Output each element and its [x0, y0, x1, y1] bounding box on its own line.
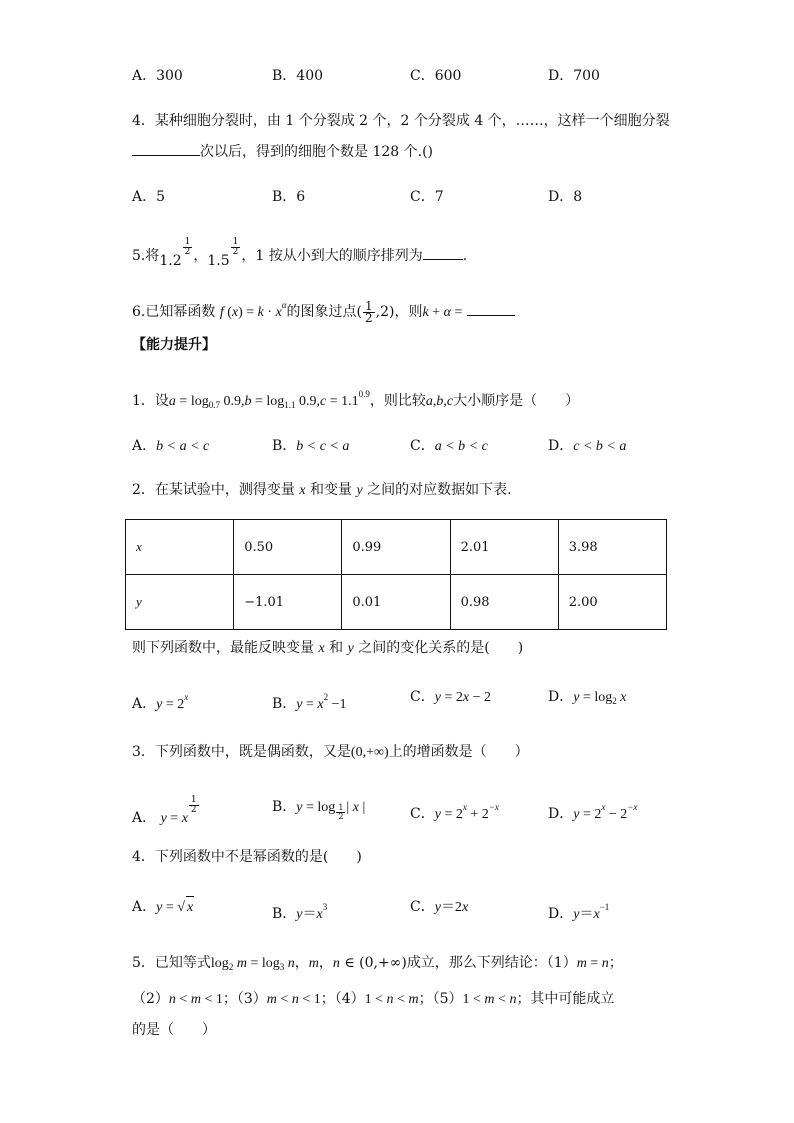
p1-text: 1．设$a = \log_{0.7} 0.9,b = \log_{1.1} 0.9,c = 1.1^{0.9}$，则比较a,b,c大小顺序是（ ） — [132, 389, 580, 410]
table-cell: 3.98 — [558, 520, 666, 575]
p2-question: 则下列函数中，最能反映变量 x 和 y 之间的变化关系的是( ) — [132, 640, 524, 656]
fraction-half: $\frac{1}{2}$ — [364, 298, 373, 325]
p2-intro: 2．在某试验中，测得变量 x 和变量 y 之间的对应数据如下表. — [132, 482, 512, 498]
p3-option-b[interactable]: B．y = log $\frac{1}{2}$ | x | — [272, 799, 366, 821]
p4-text: 4．下列函数中不是幂函数的是( ) — [132, 849, 362, 865]
p4-option-c[interactable]: C．y＝2x — [410, 899, 469, 915]
q4-text-line2 — [132, 141, 433, 162]
q4-option-b[interactable]: B．6 — [272, 189, 306, 205]
data-table — [125, 519, 667, 630]
p5-line2: （2）n < m < 1；（3）m < n < 1；（4）1 < n < m；（5）1 < m < n；其中可能成立 — [132, 991, 615, 1007]
p3-option-d[interactable]: D．$y = 2^x - 2^{-x}$ — [548, 802, 638, 822]
q3-option-b[interactable]: B．400 — [272, 68, 324, 84]
p4-options — [132, 896, 692, 922]
p1-option-d[interactable]: D．c < b < a — [548, 438, 627, 454]
p2-option-c[interactable]: C．y = 2x − 2 — [410, 689, 491, 705]
table-cell: 0.98 — [450, 575, 558, 630]
p1-formula: $a = \log_{0.7} 0.9,b = \log_{1.1} 0.9,c = 1.1^{0.9}$ — [168, 389, 370, 410]
q3-options — [132, 65, 692, 87]
p4-option-a[interactable]: A．y = √ x — [132, 896, 194, 919]
answer-blank[interactable] — [467, 301, 515, 316]
q4-text2: 次以后，得到的细胞个数是 128 个.() — [200, 144, 433, 160]
p3-option-c[interactable]: C．$y = 2^x + 2^{-x}$ — [410, 802, 499, 822]
q3-option-c[interactable]: C．600 — [410, 68, 462, 84]
q3-option-a[interactable]: A．300 — [132, 68, 183, 84]
p4-option-b[interactable]: B．$y=x^3$ — [272, 902, 328, 922]
q4-option-d[interactable]: D．8 — [548, 189, 583, 205]
p1-suffix: ，则比较 — [369, 393, 426, 409]
section-title: 【能力提升】 — [132, 337, 216, 353]
q3-option-d[interactable]: D．700 — [548, 68, 600, 84]
p3-text: 3．下列函数中，既是偶函数，又是(0,+∞)上的增函数是（ ） — [132, 744, 529, 760]
p1-prefix: 1．设 — [132, 393, 169, 409]
answer-blank[interactable] — [423, 245, 463, 260]
p1-option-a[interactable]: A．b < a < c — [132, 438, 210, 454]
p3-options — [132, 796, 692, 824]
p2-option-d[interactable]: D．$y = \log_2 x$ — [548, 689, 627, 706]
table-cell: x — [126, 520, 234, 575]
table-cell: 0.50 — [234, 520, 342, 575]
exponent-half: $\frac{1}{2}$ — [232, 237, 239, 257]
q5-body: ，1 按从小到大的顺序排列为 — [241, 248, 423, 264]
q6-prefix: 6.已知幂函数 — [132, 304, 216, 320]
answer-blank[interactable] — [132, 141, 200, 156]
q6-mid: 的图象过点 — [286, 304, 357, 320]
q4-options — [132, 186, 692, 208]
table-cell: 2.01 — [450, 520, 558, 575]
table-row — [126, 520, 667, 575]
p1-option-b[interactable]: B．b < c < a — [272, 438, 350, 454]
q6-end: ，则 — [394, 304, 423, 320]
p2-option-a[interactable]: A．$y = 2^x$ — [132, 692, 189, 712]
p3-option-a[interactable]: A． y = x $\frac{1}{2}$ — [132, 795, 197, 826]
q4-text-line1: 4．某种细胞分裂时，由 1 个分裂成 2 个，2 个分裂成 4 个，……，这样一个细胞分裂 — [132, 113, 670, 129]
p4-option-d[interactable]: D．$y=x^{-1}$ — [548, 902, 610, 922]
p2-option-b[interactable]: B．$y = x^2 -1$ — [272, 692, 347, 712]
q5-base2: 1.5 — [207, 253, 230, 269]
p5-line1: 5．已知等式$\log_2 m = \log_3 n$，m，n ∈ (0,+∞)成立，那么下列结论：（1）m = n； — [132, 955, 623, 972]
q4-option-a[interactable]: A．5 — [132, 189, 166, 205]
q6-formula: f $(x) = k \cdot x^\alpha$ — [219, 300, 287, 320]
table-cell: −1.01 — [234, 575, 342, 630]
q5-base1: 1.2 — [159, 253, 182, 269]
q6-text: 6.已知幂函数 f $(x) = k \cdot x^\alpha$的图象过点( $\frac{1}{2}$ ,2)，则k + α = — [132, 292, 515, 326]
p2-options — [132, 686, 692, 712]
table-cell: 2.00 — [558, 575, 666, 630]
q4-option-c[interactable]: C．7 — [410, 189, 444, 205]
table-cell: y — [126, 575, 234, 630]
p1-options — [132, 435, 692, 457]
table-cell: 0.01 — [342, 575, 450, 630]
table-cell: 0.99 — [342, 520, 450, 575]
q5-end: . — [462, 248, 468, 264]
exponent-half: $\frac{1}{2}$ — [184, 237, 191, 257]
table-row — [126, 575, 667, 630]
p1-option-c[interactable]: C．a < b < c — [410, 438, 488, 454]
p5-line3: 的是（ ） — [132, 1022, 216, 1038]
p1-end: 大小顺序是（ ） — [453, 393, 580, 409]
q5-prefix: 5.将 — [132, 248, 160, 264]
q5-text: 5.将1.2 $\frac{1}{2}$ ，1.5 $\frac{1}{2}$ ，1 按从小到大的顺序排列为 . — [132, 237, 468, 269]
